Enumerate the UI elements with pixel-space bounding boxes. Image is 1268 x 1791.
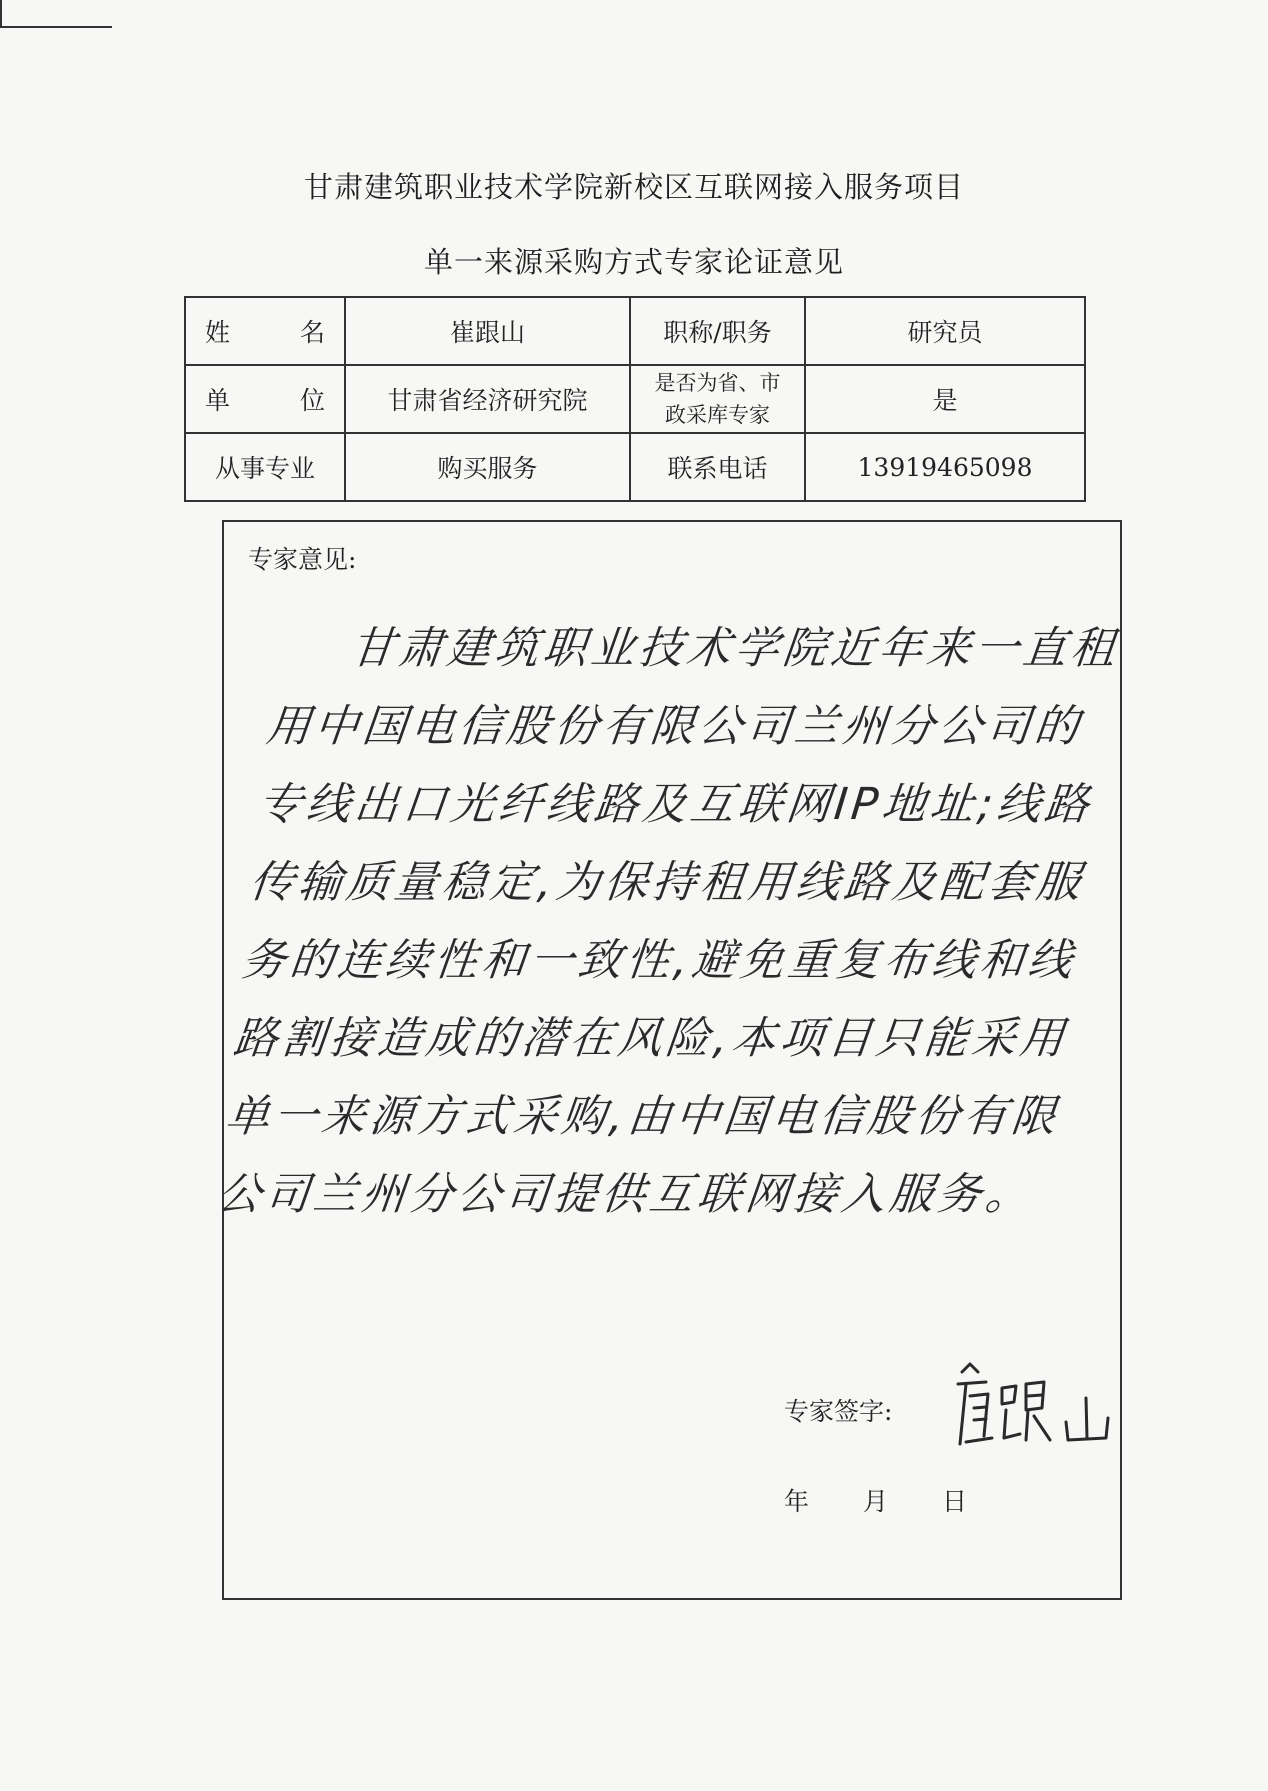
signature-label: 专家签字: <box>784 1397 893 1426</box>
table-row <box>185 297 1085 365</box>
date-month-label: 月 <box>862 1487 888 1516</box>
expert-pool-value: 是 <box>805 365 1085 433</box>
document-subtitle: 单一来源采购方式专家论证意见 <box>423 245 844 279</box>
unit-label: 单 位 <box>185 365 345 433</box>
unit-value: 甘肃省经济研究院 <box>345 365 630 433</box>
name-value: 崔跟山 <box>345 297 630 365</box>
phone-label: 联系电话 <box>630 433 805 501</box>
table-row <box>185 433 1085 501</box>
expert-info-table <box>184 296 1086 502</box>
name-label: 姓 名 <box>185 297 345 365</box>
expert-opinion-box <box>214 520 1122 1600</box>
expert-pool-label: 是否为省、市 政采库专家 <box>630 365 805 433</box>
specialty-label: 从事专业 <box>185 433 345 501</box>
date-year-label: 年 <box>784 1487 810 1516</box>
title-label: 职称/职务 <box>630 297 805 365</box>
handwritten-opinion <box>213 610 1129 1234</box>
phone-value: 13919465098 <box>805 433 1085 501</box>
handwritten-opinion-text: 甘肃建筑职业技术学院近年来一直租用中国电信股份有限公司兰州分公司的专线出口光纤线路及互联网IP地址;线路传输质量稳定,为保持租用线路及配套服务的连续性和一致性,避免重复布线和线路割接造成的潜在风险,本项目只能采用单一来源方式采购,由中国电信股份有限公司兰州分公司提供互联网接入服务。 <box>214 623 1122 1220</box>
date-day-label: 日 <box>941 1487 967 1516</box>
document-title: 甘肃建筑职业技术学院新校区互联网接入服务项目 <box>303 170 964 204</box>
handwritten-signature <box>944 1352 1114 1462</box>
date-line <box>784 1482 993 1518</box>
scan-corner-mark <box>0 0 112 28</box>
title-value: 研究员 <box>805 297 1085 365</box>
table-row <box>185 365 1085 433</box>
specialty-value: 购买服务 <box>345 433 630 501</box>
opinion-label: 专家意见: <box>248 545 357 574</box>
